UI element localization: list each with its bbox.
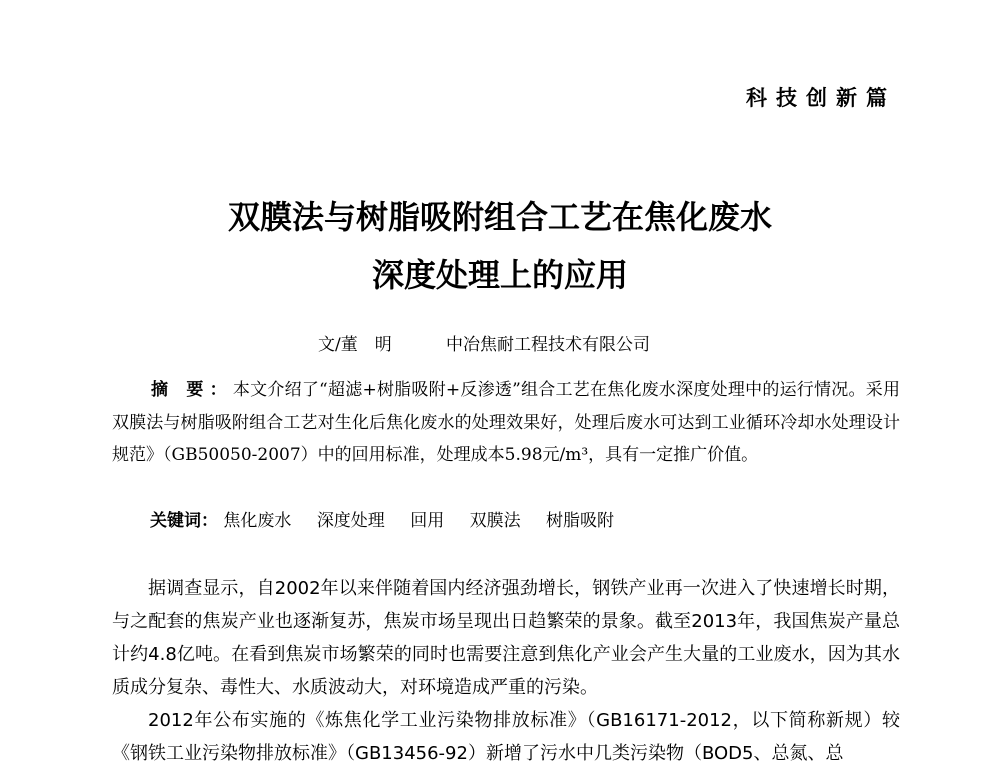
author-byline: 文/董 明 (318, 335, 392, 355)
article-body (112, 572, 900, 770)
article-title-line-2: 深度处理上的应用 (371, 256, 628, 294)
keyword: 树脂吸附 (546, 511, 615, 531)
body-paragraph: 2012年公布实施的《炼焦化学工业污染物排放标准》（GB16171-2012，以下简称新规）较《钢铁工业污染物排放标准》（GB13456-92）新增了污水中几类污染物（BOD5、总氮、总 (112, 710, 900, 764)
keywords (150, 506, 634, 531)
section-label: 科技创新篇 (746, 86, 896, 110)
keywords-label: 关键词： (150, 511, 218, 531)
keyword: 焦化废水 (223, 511, 292, 531)
keyword: 双膜法 (469, 511, 521, 531)
keyword: 回用 (410, 511, 445, 531)
article-title-line-1: 双膜法与树脂吸附组合工艺在焦化废水 (227, 198, 772, 236)
abstract-text: 本文介绍了“超滤+树脂吸附+反渗透”组合工艺在焦化废水深度处理中的运行情况。采用双膜法与树脂吸附组合工艺对生化后焦化废水的处理效果好，处理后废水可达到工业循环冷却水处理设计规范》（GB50050-2007）中的回用标准，处理成本5.98元/m³，具有一定推广价值。 (112, 380, 900, 465)
abstract (112, 374, 900, 472)
keyword: 深度处理 (316, 511, 385, 531)
author-organization: 中冶焦耐工程技术有限公司 (446, 335, 650, 355)
body-paragraph: 据调查显示，自2002年以来伴随着国内经济强劲增长，钢铁产业再一次进入了快速增长时期，与之配套的焦炭产业也逐渐复苏，焦炭市场呈现出日趋繁荣的景象。截至2013年，我国焦炭产量总计约4.8亿吨。在看到焦炭市场繁荣的同时也需要注意到焦化产业会产生大量的工业废水，因为其水质成分复杂、毒性大、水质波动大，对环境造成严重的污染。 (112, 578, 900, 698)
abstract-label: 摘 要： (151, 380, 233, 400)
